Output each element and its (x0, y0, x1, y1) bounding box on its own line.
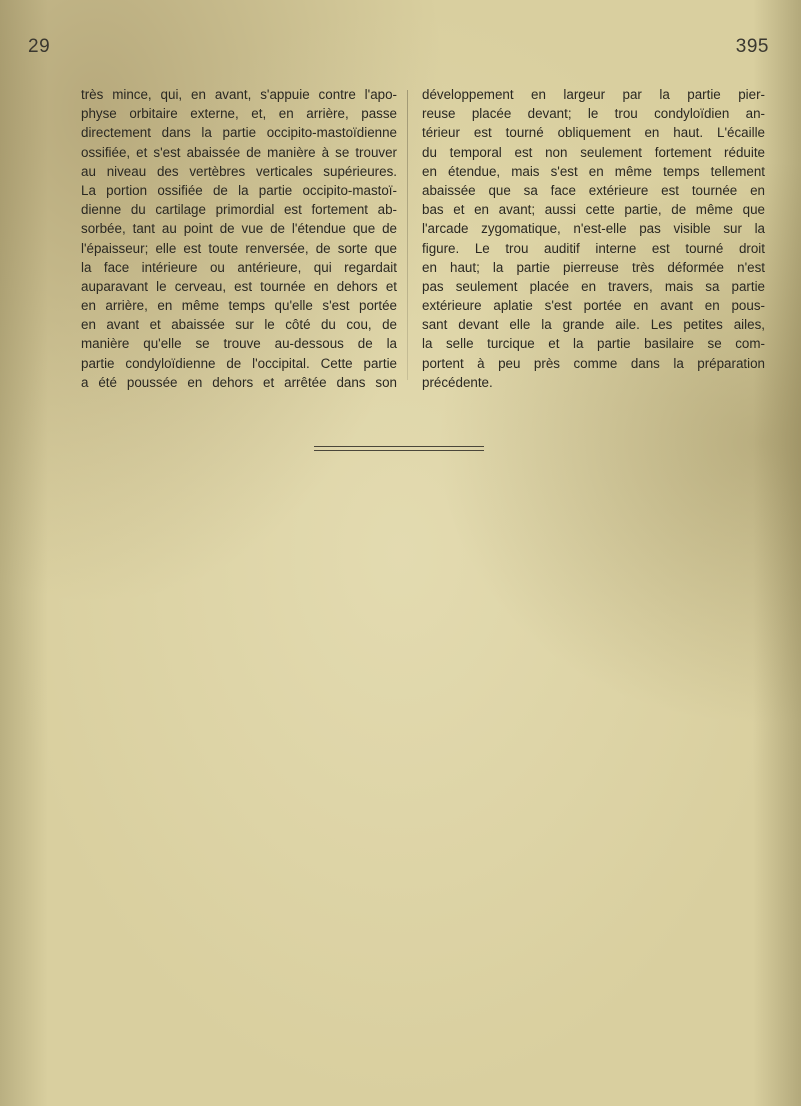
text-line: ossifiée, et s'est abaissée de manière à se trouver (81, 144, 397, 160)
text-line: portent à peu près comme dans la préparation (422, 355, 765, 371)
text-line: physe orbitaire externe, et, en arrière, passe (81, 106, 397, 122)
text-line: manière qu'elle se trouve au-dessous de la (81, 336, 397, 352)
text-line: térieur est tourné obliquement en haut. L'écaille (422, 125, 765, 141)
text-line: bas et en avant; aussi cette partie, de même que (422, 202, 765, 218)
right-text-column (422, 85, 765, 392)
text-line: sant devant elle la grande aile. Les petites ailes, (422, 317, 765, 333)
page-number-left: 29 (28, 36, 51, 57)
text-line: au niveau des vertèbres verticales supérieures. (81, 163, 397, 179)
section-divider (314, 446, 484, 451)
text-line: dienne du cartilage primordial est fortement ab- (81, 202, 397, 218)
column-rule (407, 90, 408, 380)
text-line: l'épaisseur; elle est toute renversée, de sorte que (81, 240, 397, 256)
text-line: pas seulement placée en travers, mais sa partie (422, 278, 765, 294)
text-line: partie condyloïdienne de l'occipital. Cette partie (81, 355, 397, 371)
page-number-right: 395 (735, 36, 769, 57)
text-line: abaissée que sa face extérieure est tournée en (422, 182, 765, 198)
text-line: l'arcade zygomatique, n'est-elle pas visible sur la (422, 221, 765, 237)
text-line: la face intérieure ou antérieure, qui regardait (81, 259, 397, 275)
text-line: extérieure aplatie s'est portée en avant en pous- (422, 298, 765, 314)
text-line: en avant et abaissée sur le côté du cou, de (81, 317, 397, 333)
text-line: très mince, qui, en avant, s'appuie contre l'apo- (81, 87, 397, 102)
text-line: du temporal est non seulement fortement réduite (422, 144, 765, 160)
text-line: La portion ossifiée de la partie occipito-mastoï- (81, 182, 397, 198)
text-line: auparavant le cerveau, est tournée en dehors et (81, 278, 397, 294)
text-line: en étendue, mais s'est en même temps tellement (422, 163, 765, 179)
left-text-column (81, 85, 397, 392)
text-line: la selle turcique et la partie basilaire se com- (422, 336, 765, 352)
text-line: a été poussée en dehors et arrêtée dans son (81, 374, 397, 390)
text-line: précédente. (422, 374, 493, 390)
text-line: en arrière, en même temps qu'elle s'est portée (81, 298, 397, 314)
text-line: en haut; la partie pierreuse très déformée n'est (422, 259, 765, 275)
text-line: sorbée, tant au point de vue de l'étendue que de (81, 221, 397, 237)
text-line: reuse placée devant; le trou condyloïdien an- (422, 106, 765, 122)
text-line: directement dans la partie occipito-mastoïdienne (81, 125, 397, 141)
text-line: développement en largeur par la partie pier- (422, 87, 765, 102)
text-line: figure. Le trou auditif interne est tourné droit (422, 240, 765, 256)
